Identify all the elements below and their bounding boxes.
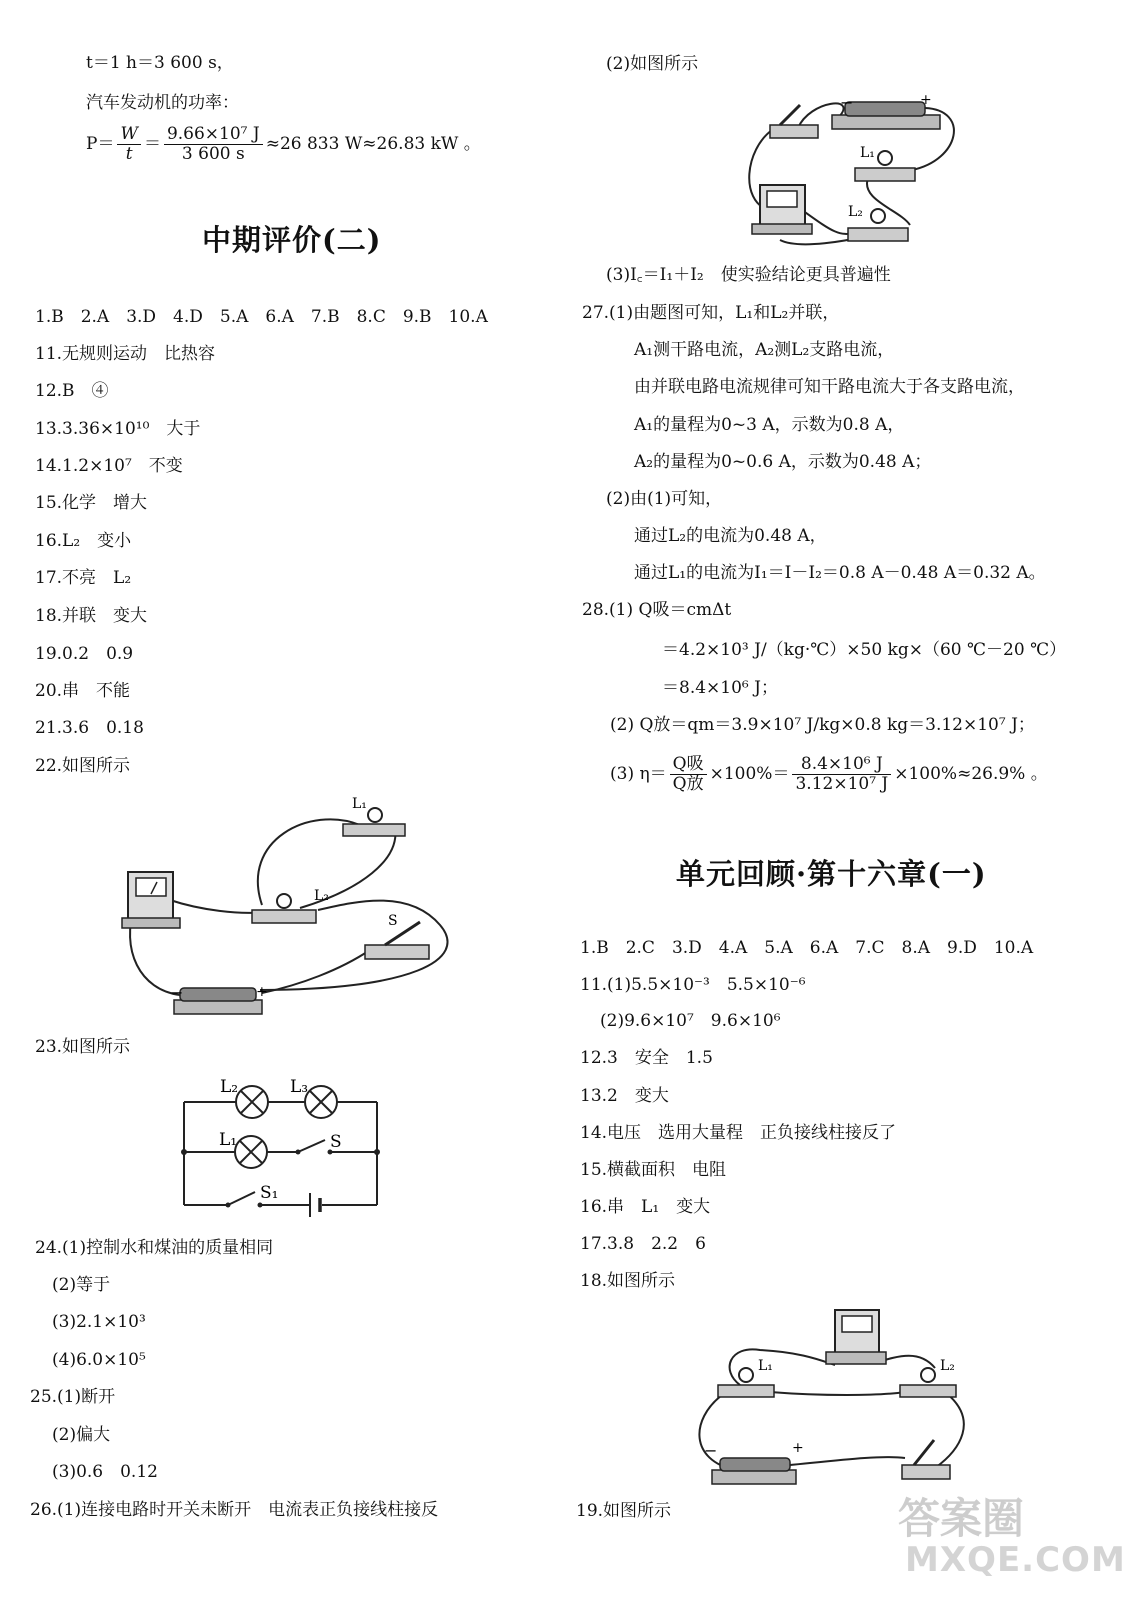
- answer-line: 18.如图所示: [580, 1271, 676, 1291]
- answer-line: 17.不亮 L₂: [35, 568, 132, 588]
- label: −: [840, 93, 854, 112]
- watermark-url: MXQE.COM: [905, 1540, 1126, 1580]
- section-title-unit-review: 单元回顾·第十六章(一): [676, 857, 987, 891]
- answer-line: t＝1 h＝3 600 s，: [86, 53, 234, 73]
- answer-line: (2)由(1)可知，: [606, 489, 723, 509]
- eq-tail: ≈26 833 W≈26.83 kW 。: [265, 134, 481, 154]
- answer-line: 23.如图所示: [35, 1037, 131, 1057]
- answer-line: 26.(1)连接电路时开关未断开 电流表正负接线柱接反: [30, 1500, 439, 1520]
- answer-line: (2)偏大: [52, 1425, 111, 1445]
- label: L₁: [219, 1130, 238, 1150]
- label: +: [792, 1440, 804, 1456]
- label: +: [256, 984, 268, 1000]
- answer-line: 17.3.8 2.2 6: [580, 1234, 706, 1254]
- answer-line: 19.0.2 0.9: [35, 644, 134, 664]
- answer-line: 14.1.2×10⁷ 不变: [35, 456, 183, 476]
- label: L₁: [860, 145, 875, 161]
- answer-line: 25.(1)断开: [30, 1387, 116, 1407]
- label: S: [330, 1132, 342, 1152]
- label: S₁: [260, 1183, 279, 1203]
- answer-line: 13.3.36×10¹⁰ 大于: [35, 419, 201, 439]
- denominator: t: [125, 144, 133, 164]
- answer-line: 27.(1)由题图可知，L₁和L₂并联，: [582, 303, 840, 323]
- answer-line: A₁的量程为0~3 A，示数为0.8 A，: [634, 415, 905, 435]
- answer-line: 15.化学 增大: [35, 493, 148, 513]
- answer-line: 20.串 不能: [35, 681, 131, 701]
- answer-line: 通过L₂的电流为0.48 A，: [634, 526, 827, 546]
- eq-sign: ＝: [143, 134, 161, 154]
- label: S: [388, 913, 398, 929]
- denominator: 3.12×10⁷ J: [795, 774, 889, 794]
- answer-line: (2)9.6×10⁷ 9.6×10⁶: [600, 1011, 781, 1031]
- watermark-logo: 答案圈: [898, 1494, 1025, 1543]
- answer-line: (3)0.6 0.12: [52, 1462, 158, 1482]
- answer-line: 14.电压 选用大量程 正负接线柱接反了: [580, 1123, 897, 1143]
- numerator: W: [117, 125, 140, 145]
- answer-line: 18.并联 变大: [35, 606, 148, 626]
- answer-line: 1.B 2.A 3.D 4.D 5.A 6.A 7.B 8.C 9.B 10.A: [35, 307, 488, 327]
- label: L₂: [940, 1358, 955, 1374]
- eq-prefix: P＝: [86, 134, 115, 154]
- section-title-midterm: 中期评价(二): [202, 223, 382, 257]
- answer-line: ＝4.2×10³ J/（kg·℃）×50 kg×（60 ℃－20 ℃）: [662, 640, 1067, 660]
- numerator: 9.66×10⁷ J: [164, 125, 263, 145]
- label: +: [920, 92, 932, 108]
- answer-line: 11.(1)5.5×10⁻³ 5.5×10⁻⁶: [580, 975, 806, 995]
- answer-line: 12.3 安全 1.5: [580, 1048, 713, 1068]
- answer-line: ＝8.4×10⁶ J；: [662, 678, 778, 698]
- answer-line: 13.2 变大: [580, 1086, 669, 1106]
- answer-line: 通过L₁的电流为I₁＝I－I₂＝0.8 A－0.48 A＝0.32 A。: [634, 563, 1046, 583]
- answer-line: (2)如图所示: [606, 54, 699, 74]
- eq-mid: ×100%＝: [709, 764, 790, 784]
- answer-line: (3)I꜀＝I₁＋I₂ 使实验结论更具普遍性: [606, 265, 891, 285]
- answer-line: 22.如图所示: [35, 756, 131, 776]
- label: L₂: [314, 888, 329, 904]
- battery-icon: [712, 1458, 796, 1484]
- answer-line: (2) Q放＝qm＝3.9×10⁷ J/kg×0.8 kg＝3.12×10⁷ J；: [610, 715, 1035, 735]
- answer-line: (2)等于: [52, 1275, 111, 1295]
- answer-line: A₂的量程为0~0.6 A，示数为0.48 A；: [634, 452, 932, 472]
- label: L₂: [220, 1077, 239, 1097]
- answer-line: (3)2.1×10³: [52, 1312, 146, 1332]
- label: L₁: [758, 1358, 773, 1374]
- voltmeter-icon: [826, 1310, 886, 1364]
- answer-line: 汽车发动机的功率：: [86, 93, 239, 113]
- answer-line: 由并联电路电流规律可知干路电流大于各支路电流，: [634, 377, 1025, 397]
- eq-prefix: (3) η＝: [610, 764, 667, 784]
- answer-line: 28.(1) Q吸＝cmΔt: [582, 600, 732, 620]
- answer-line: 15.横截面积 电阻: [580, 1160, 727, 1180]
- answer-line: 16.L₂ 变小: [35, 531, 132, 551]
- answer-line: 19.如图所示: [576, 1501, 672, 1521]
- label: L₂: [848, 204, 863, 220]
- answer-line: A₁测干路电流，A₂测L₂支路电流，: [634, 340, 895, 360]
- numerator: 8.4×10⁶ J: [792, 755, 891, 775]
- answer-line: 24.(1)控制水和煤油的质量相同: [35, 1238, 274, 1258]
- switch-icon: [902, 1440, 950, 1479]
- answer-line: 11.无规则运动 比热容: [35, 344, 216, 364]
- label: L₁: [352, 796, 367, 812]
- denominator: 3 600 s: [181, 144, 245, 164]
- label: −: [170, 983, 184, 1002]
- answer-line: 16.串 L₁ 变大: [580, 1197, 711, 1217]
- eq-tail: ×100%≈26.9% 。: [894, 764, 1048, 784]
- label: L₃: [290, 1077, 309, 1097]
- numerator: Q吸: [670, 755, 707, 775]
- label: −: [704, 1441, 718, 1460]
- answer-line: (4)6.0×10⁵: [52, 1350, 146, 1370]
- denominator: Q放: [672, 774, 704, 794]
- answer-line: 12.B ④: [35, 381, 109, 401]
- answer-line: 1.B 2.C 3.D 4.A 5.A 6.A 7.C 8.A 9.D 10.A: [580, 938, 1034, 958]
- answer-line: 21.3.6 0.18: [35, 718, 144, 738]
